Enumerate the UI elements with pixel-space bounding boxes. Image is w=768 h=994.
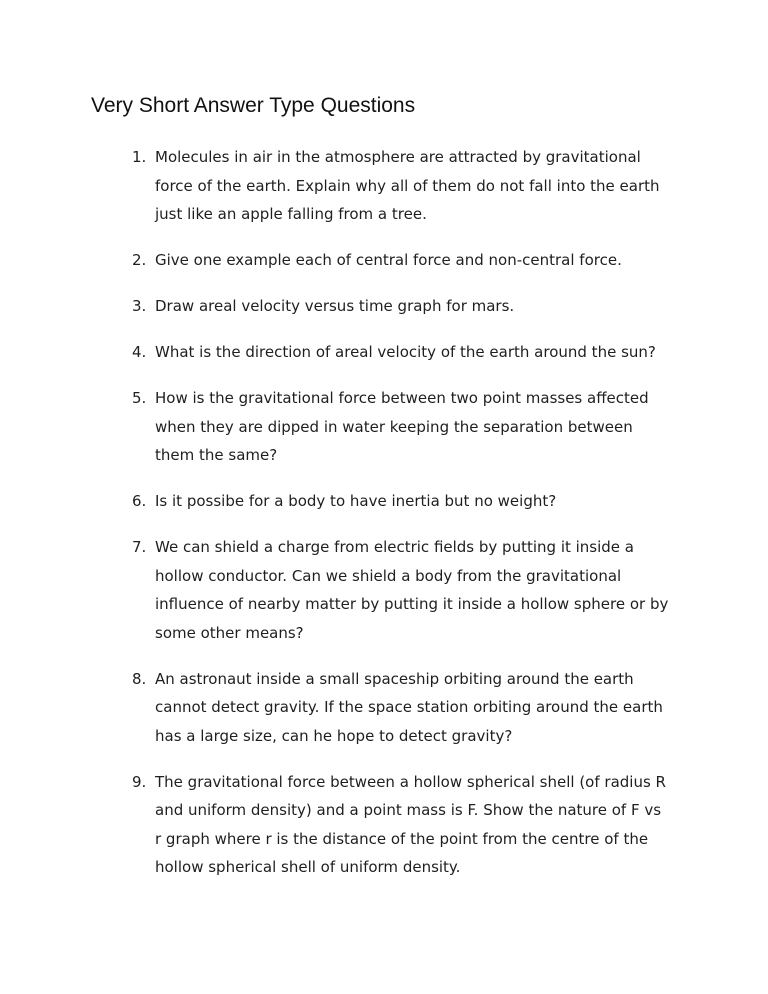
question-item [0, 292, 768, 321]
question-item [0, 768, 768, 882]
question-line: Give one example each of central force and non-central force. [155, 251, 622, 269]
question-line: Molecules in air in the atmosphere are attracted by gravitational [155, 148, 641, 166]
question-item [0, 143, 768, 229]
question-line: them the same? [155, 446, 278, 464]
question-number: 1. [132, 148, 147, 166]
question-number: 7. [132, 538, 147, 556]
question-line: How is the gravitational force between two point masses affected [155, 389, 649, 407]
question-number: 5. [132, 389, 147, 407]
question-number: 6. [132, 492, 147, 510]
question-item [0, 533, 768, 647]
question-line: Is it possibe for a body to have inertia but no weight? [155, 492, 557, 510]
question-item [0, 384, 768, 470]
question-line: The gravitational force between a hollow spherical shell (of radius R [155, 772, 666, 791]
question-line: influence of nearby matter by putting it inside a hollow sphere or by [155, 595, 669, 613]
question-line: and uniform density) and a point mass is F. Show the nature of F vs [155, 801, 662, 819]
question-list [0, 143, 768, 899]
question-line: r graph where r is the distance of the point from the centre of the [155, 829, 649, 848]
question-line: just like an apple falling from a tree. [155, 205, 427, 223]
question-line: hollow conductor. Can we shield a body from the gravitational [155, 566, 622, 585]
question-number: 8. [132, 669, 147, 688]
question-line: An astronaut inside a small spaceship orbiting around the earth [155, 669, 634, 688]
question-item [0, 246, 768, 275]
question-line: some other means? [155, 623, 304, 642]
question-line: when they are dipped in water keeping the separation between [155, 417, 633, 436]
question-item [0, 487, 768, 516]
question-number: 3. [132, 297, 147, 315]
question-line: We can shield a charge from electric fields by putting it inside a [155, 538, 634, 556]
question-item [0, 338, 768, 367]
question-line: force of the earth. Explain why all of them do not fall into the earth [155, 176, 660, 195]
question-number: 4. [132, 343, 147, 361]
page-title: Very Short Answer Type Questions [91, 94, 416, 117]
question-line: What is the direction of areal velocity of the earth around the sun? [155, 343, 656, 361]
question-line: Draw areal velocity versus time graph for mars. [155, 297, 515, 315]
question-item [0, 665, 768, 751]
question-line: has a large size, can he hope to detect gravity? [155, 726, 513, 745]
question-number: 9. [132, 772, 147, 791]
question-number: 2. [132, 251, 147, 269]
question-line: hollow spherical shell of uniform density. [155, 858, 461, 876]
question-line: cannot detect gravity. If the space station orbiting around the earth [155, 698, 663, 716]
